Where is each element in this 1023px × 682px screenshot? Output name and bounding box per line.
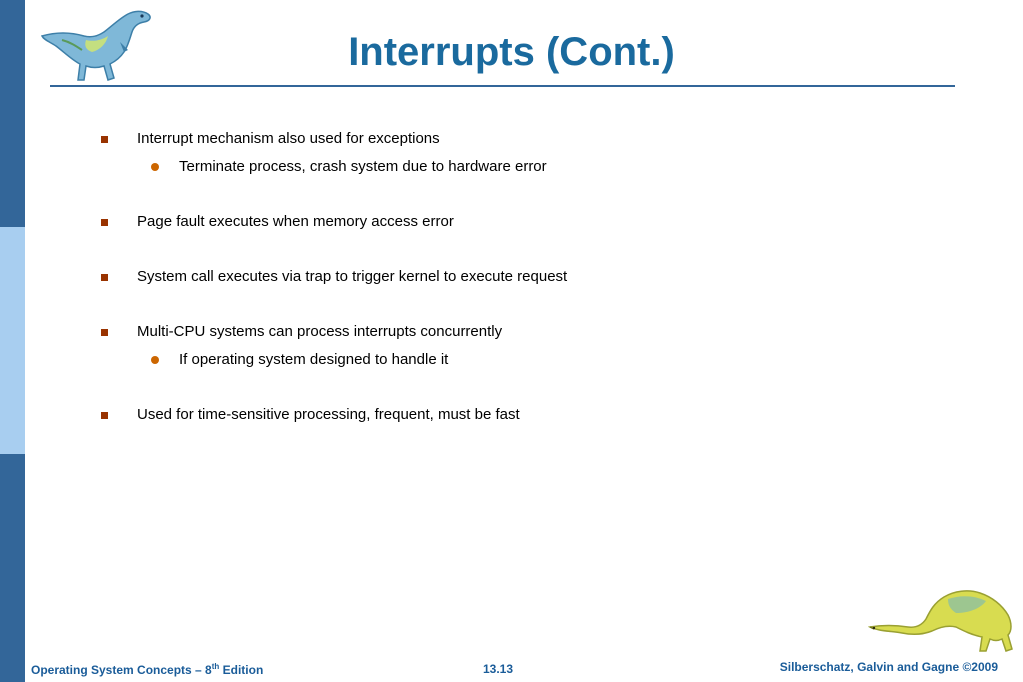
footer-authors: Silberschatz, Galvin and Gagne ©2009 xyxy=(779,660,998,674)
square-bullet-icon xyxy=(101,412,108,419)
sub-bullet-item xyxy=(179,351,448,368)
square-bullet-icon xyxy=(101,219,108,226)
square-bullet-icon xyxy=(101,274,108,281)
dinosaur-drinking-icon xyxy=(868,585,1016,655)
bullet-text: Page fault executes when memory access error xyxy=(137,213,454,230)
dot-bullet-icon xyxy=(151,356,159,364)
bullet-item xyxy=(137,213,454,230)
sub-bullet-text: Terminate process, crash system due to hardware error xyxy=(179,158,547,175)
bullet-item xyxy=(137,130,440,147)
square-bullet-icon xyxy=(101,329,108,336)
bullet-item xyxy=(137,406,520,423)
bullet-text: System call executes via trap to trigger kernel to execute request xyxy=(137,268,568,285)
bullet-text: Interrupt mechanism also used for exceptions xyxy=(137,130,440,147)
bullet-text: Used for time-sensitive processing, frequent, must be fast xyxy=(137,406,520,423)
footer-page-number: 13.13 xyxy=(483,662,514,676)
bullet-item xyxy=(137,323,502,340)
footer-book-title: Operating System Concepts – 8th Edition xyxy=(31,662,264,677)
sub-bullet-item xyxy=(179,158,547,175)
side-bar-middle xyxy=(0,227,25,454)
sub-bullet-text: If operating system designed to handle it xyxy=(179,351,449,368)
slide-title: Interrupts (Cont.) xyxy=(348,30,675,74)
bullet-text: Multi-CPU systems can process interrupts concurrently xyxy=(137,323,503,340)
dot-bullet-icon xyxy=(151,163,159,171)
title-divider xyxy=(50,85,955,87)
square-bullet-icon xyxy=(101,136,108,143)
bullet-item xyxy=(137,268,567,285)
side-bar-bottom xyxy=(0,454,25,682)
